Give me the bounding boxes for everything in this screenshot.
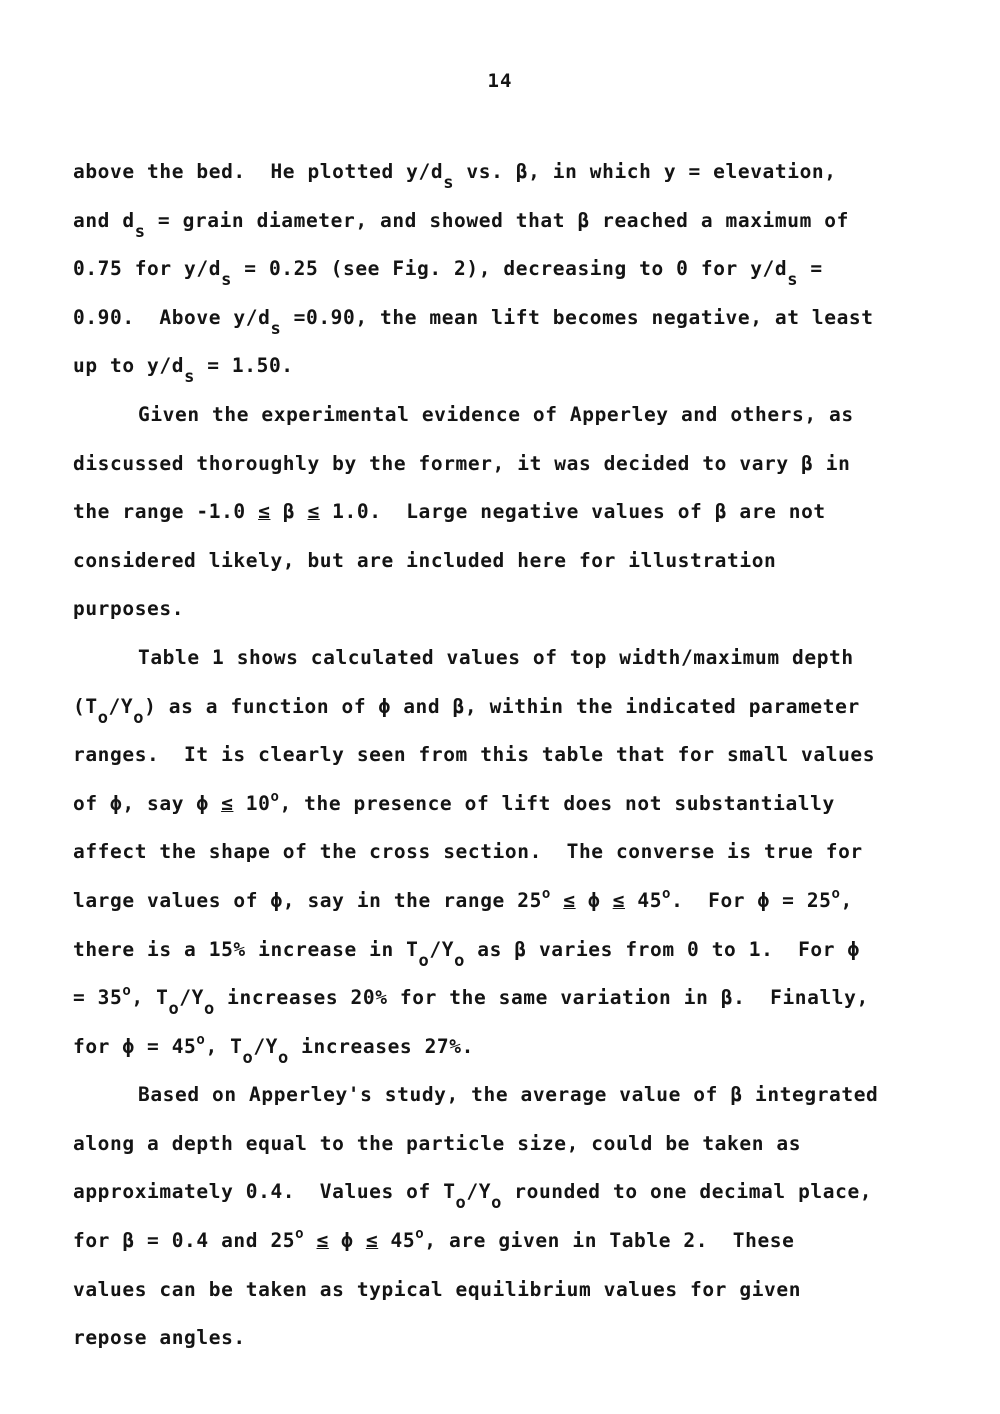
text-line: 0.90. Above y/ds =0.90, the mean lift becomes negative, at least (73, 305, 874, 339)
text-line: affect the shape of the cross section. The converse is true for (73, 840, 863, 864)
text-line: Based on Apperley's study, the average value of β integrated (138, 1083, 879, 1107)
text-line: there is a 15% increase in To/Yo as β varies from 0 to 1. For ϕ (73, 937, 860, 971)
text-line: of ϕ, say $\phi \le 10^o$, the presence of lift does not substantially (73, 788, 835, 815)
text-line: considered likely, but are included here for illustration (73, 548, 777, 572)
text-line: large values of ϕ, say in the range $25^o \le \phi \le 45^o$. For $\phi = 25^o$, (73, 885, 853, 912)
text-line: Table 1 shows calculated values of top width/maximum depth (138, 645, 854, 669)
text-line: for β = 0.4 and $25^o \le \phi \le 45^o$, are given in Table 2. These (73, 1226, 795, 1253)
text-line: for $\phi = 45^o$, To/Yo increases 27%. (73, 1031, 474, 1068)
text-line: approximately 0.4. Values of To/Yo rounded to one decimal place, (73, 1180, 873, 1214)
body-text (73, 148, 953, 1363)
text-line: ranges. It is clearly seen from this table that for small values (73, 743, 876, 767)
text-line: Given the experimental evidence of Apperley and others, as (138, 402, 854, 426)
text-line: repose angles. (73, 1326, 246, 1350)
page-number: 14 (487, 70, 513, 92)
text-line: up to y/ds = 1.50. (73, 354, 294, 388)
text-line: discussed thoroughly by the former, it was decided to vary β in (73, 451, 851, 475)
text-line: and ds = grain diameter, and showed that β reached a maximum of (73, 208, 849, 242)
text-line: values can be taken as typical equilibrium values for given (73, 1277, 802, 1301)
text-line: the range -1.0 ≤ β ≤ 1.0. Large negative values of β are not (73, 500, 826, 524)
text-line: 0.75 for y/ds = 0.25 (see Fig. 2), decreasing to 0 for y/ds = (73, 257, 823, 291)
text-line: along a depth equal to the particle size, could be taken as (73, 1131, 802, 1155)
text-line: = $35^o$, To/Yo increases 20% for the same variation in β. Finally, (73, 983, 869, 1020)
text-line: (To/Yo) as a function of ϕ and β, within the indicated parameter (73, 694, 860, 728)
text-line: purposes. (73, 597, 185, 621)
text-line: above the bed. He plotted y/ds vs. β, in which y = elevation, (73, 160, 837, 193)
